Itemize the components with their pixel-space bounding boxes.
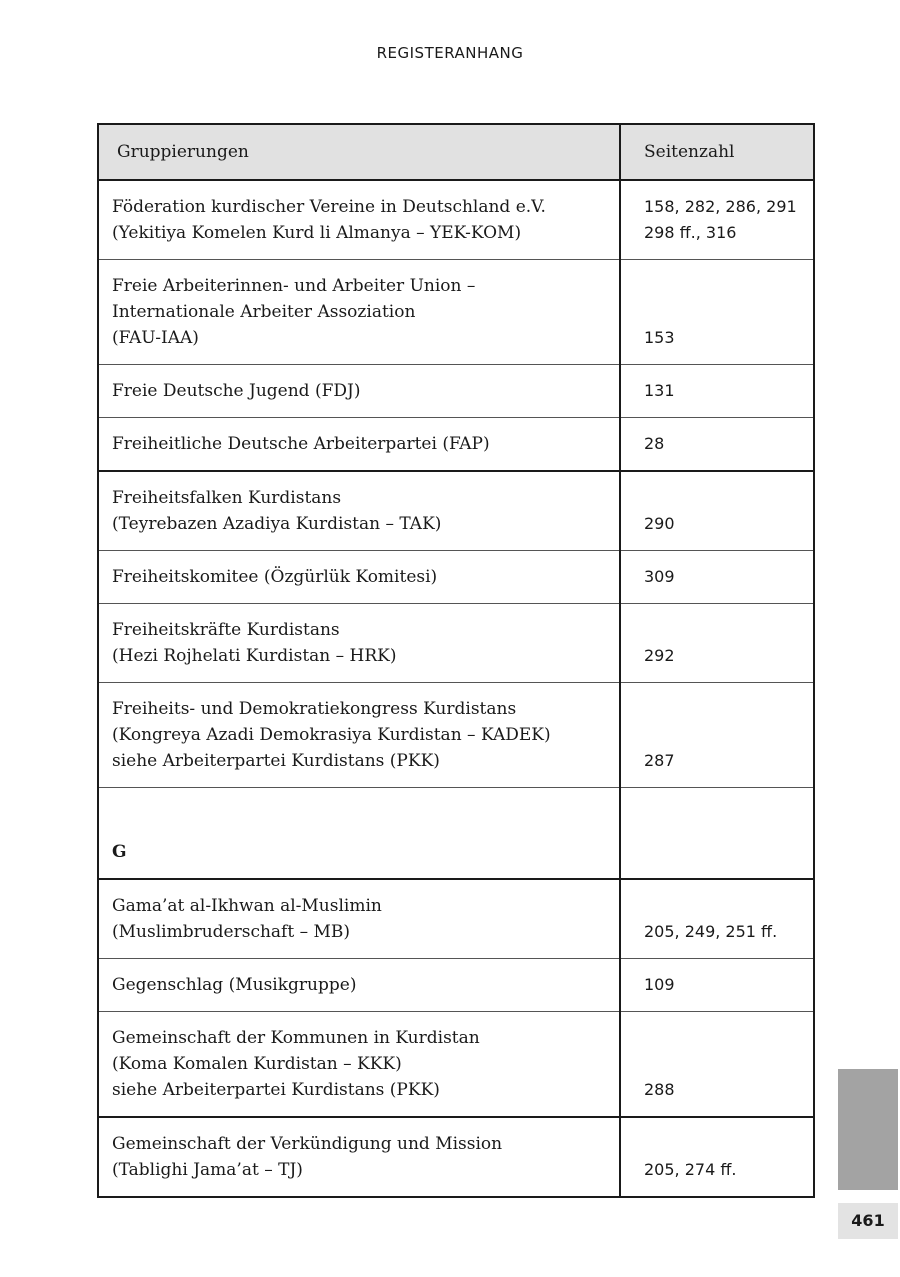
page-refs: 205, 274 ff. <box>620 1117 814 1197</box>
group-name: Freie Arbeiterinnen- und Arbeiter Union – Internationale Arbeiter Assoziation (FAU-IAA) <box>98 260 620 365</box>
table-header-row <box>98 124 814 180</box>
table-row <box>98 418 814 472</box>
page-refs: 309 <box>620 551 814 604</box>
group-name: Freiheitskräfte Kurdistans (Hezi Rojhelati Kurdistan – HRK) <box>98 604 620 683</box>
group-name: Freiheitliche Deutsche Arbeiterpartei (FAP) <box>98 418 620 472</box>
group-name: Gemeinschaft der Verkündigung und Mission (Tablighi Jama’at – TJ) <box>112 1134 503 1180</box>
table-row <box>98 604 814 683</box>
table-row <box>98 471 814 551</box>
page-refs: 205, 249, 251 ff. <box>620 879 814 959</box>
group-name: Freiheitsfalken Kurdistans (Teyrebazen Azadiya Kurdistan – TAK) <box>98 471 620 551</box>
page-refs: 290 <box>620 471 814 551</box>
page-number: 461 <box>838 1203 898 1239</box>
thumb-index-tab <box>838 1069 898 1190</box>
group-name: Freie Deutsche Jugend (FDJ) <box>98 365 620 418</box>
table-row <box>98 683 814 788</box>
group-name: Freiheits- und Demokratiekongress Kurdistans (Kongreya Azadi Demokrasiya Kurdistan – KADEK) siehe Arbeiterpartei Kurdistans (PKK) <box>98 683 620 788</box>
page-refs: 288 <box>620 1012 814 1118</box>
page-refs: 28 <box>620 418 814 472</box>
column-header-group: Gruppierungen <box>98 124 620 180</box>
column-header-page: Seitenzahl <box>620 124 814 180</box>
running-head: REGISTERANHANG <box>376 44 524 62</box>
group-name: Gemeinschaft der Kommunen in Kurdistan (Koma Komalen Kurdistan – KKK) siehe Arbeiterpartei Kurdistans (PKK) <box>98 1012 620 1118</box>
group-name: Gegenschlag (Musikgruppe) <box>98 959 620 1012</box>
table-row <box>98 1012 814 1118</box>
page-refs: 153 <box>620 260 814 365</box>
page-refs: 131 <box>620 365 814 418</box>
table-row <box>98 551 814 604</box>
page-refs: 287 <box>620 683 814 788</box>
page-refs: 158, 282, 286, 291 298 ff., 316 <box>620 180 814 260</box>
page-refs <box>620 788 814 880</box>
page-refs: 109 <box>620 959 814 1012</box>
table-row <box>98 180 814 260</box>
register-table <box>97 123 815 1198</box>
table-row <box>98 959 814 1012</box>
table-row <box>98 879 814 959</box>
table-row <box>98 260 814 365</box>
group-name: Freiheitskomitee (Özgürlük Komitesi) <box>98 551 620 604</box>
page-refs: 292 <box>620 604 814 683</box>
table-row <box>98 1117 814 1197</box>
table-row <box>98 365 814 418</box>
group-name: Föderation kurdischer Vereine in Deutschland e.V. (Yekitiya Komelen Kurd li Almanya – YEK-KOM) <box>98 180 620 260</box>
section-letter-row <box>98 788 814 880</box>
group-name: Gama’at al-Ikhwan al-Muslimin (Muslimbruderschaft – MB) <box>98 879 620 959</box>
section-letter: G <box>98 788 620 880</box>
